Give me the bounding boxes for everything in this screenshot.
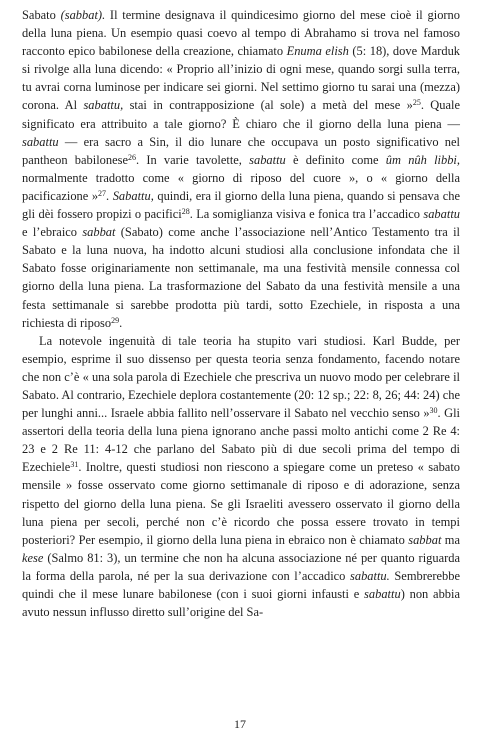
italic-term: sabattu: [364, 587, 401, 601]
text-run: La notevole ingenuità di tale teoria ha stupito vari studiosi. Karl Budde, per esempio, esprime il suo dissenso per questa teoria senza fondamento, facendo notare che non c’è « una sola parola di Ezechiele che prescriva un nuovo modo per celebrare il Sabato. Al contrario, Ezechiele deplora costantemente (20: 12 sp.; 22: 8, 26; 44: 24) che per lunghi anni... Israele abbia fallito nell’osservare il Sabato nel vecchio senso »: [22, 333, 460, 421]
text-run: e l’ebraico: [22, 225, 83, 240]
italic-term: Sabattu,: [112, 188, 154, 203]
footnote-ref: 31: [70, 460, 79, 470]
paragraph-2: [22, 332, 460, 622]
text-run: . Gli assertori della teoria della luna piena ignorano anche passi molto antichi come 2 Re 4: 23 e 2 Re 11: 4-12 che parlano del Sabato più di due secoli prima del tempo di Ezechiele: [22, 406, 460, 475]
text-run: (Salmo 81: 3), un termine che non ha alcuna associazione né per quanto riguarda la forma della parola, né per la sua derivazione con l’accadico: [22, 550, 460, 583]
text-run: ) non abbia avuto nessun influsso diretto sull’origine del Sa-: [22, 587, 460, 620]
text-run: quindi, era il giorno della luna piena, quando si pensava che gli dèi fossero propizi o pacifici: [22, 188, 461, 222]
text-run: Sembrerebbe quindi che il mese lunare babilonese (con i suoi giorni infausti e: [22, 568, 460, 601]
italic-term: sabattu,: [83, 98, 124, 113]
text-run: .: [106, 188, 113, 203]
italic-term: kese: [22, 550, 44, 565]
text-run: . Quale significato era attribuito a tale giorno? È chiaro che il giorno della luna piena —: [22, 98, 460, 131]
italic-term: sabattu: [423, 207, 461, 222]
text-run: — era sacro a Sin, il dio lunare che occupava un posto significativo nel pantheon babilonese: [22, 134, 460, 167]
italic-term: sabbat: [82, 225, 116, 240]
text-run: stai in contrapposizione (al sole) a metà del mese »: [123, 98, 413, 113]
text-run: . La somiglianza visiva e fonica tra l’accadico: [189, 207, 424, 222]
text-run: Sabato: [22, 8, 61, 22]
text-run: ma: [441, 532, 460, 547]
footnote-ref: 27: [98, 188, 107, 198]
text-run: Il termine designava il quindicesimo giorno del mese cioè il giorno della luna piena. Un esempio quasi coevo al tempo di Abrahamo si trova nel famoso racconto epico babilonese della creazione, chiamato: [22, 8, 460, 59]
italic-term: sabattu.: [350, 568, 390, 583]
page-number: 17: [234, 717, 246, 731]
footnote-ref: 29: [111, 315, 120, 325]
text-run: (5: 18), dove Marduk si rivolge alla luna dicendo: « Proprio all’inizio di ogni mese, quando sorgi sulla terra, tu avrai corna luminose per indicare sei giorni. Nel settimo giorno tu sarai una (mezza) corona. Al: [22, 44, 461, 113]
text-run: . Inoltre, questi studiosi non riescono a spiegare come un preteso « sabato mensile » fosse osservato come giorno settimanale di riposo e di adorazione, senza rispetto del giorno della luna piena. Se gli Israeliti avessero osservato il giorno della luna piena per secoli, perché non c’è ricordo che possa essere trovato in tempi posteriori? Per esempio, il giorno della luna piena in ebraico non è chiamato: [22, 460, 460, 547]
text-run: normalmente tradotto come « giorno di riposo del cuore », o « giorno della pacificazione »: [22, 170, 460, 203]
italic-term: sabattu: [249, 152, 286, 167]
text-run: .: [119, 315, 123, 330]
text-run: è definito come: [285, 152, 386, 167]
italic-term: ûm nûh libbi,: [385, 152, 461, 167]
document-page: [22, 6, 460, 686]
paragraph-1: [22, 6, 460, 332]
italic-term: (sabbat).: [60, 8, 106, 22]
footnote-ref: 30: [429, 406, 438, 416]
footnote-ref: 25: [412, 98, 421, 108]
italic-term: sabbat: [408, 532, 442, 547]
text-run: (Sabato) come anche l’associazione nell’Antico Testamento tra il Sabato e la luna nuova, ha indotto alcuni studiosi alla conclusione infondata che il Sabato fosse originariamente non settimanale, ma una festività mensile connessa col giorno della luna piena. La trasformazione del Sabato da una festività mensile a una festa settimanale si sarebbe prodotta più tardi, sotto Ezechiele, in risposta a una richiesta di riposo: [22, 225, 460, 330]
footnote-ref: 28: [181, 207, 190, 217]
footnote-ref: 26: [128, 152, 136, 162]
italic-term: sabattu: [22, 134, 59, 149]
text-run: . In varie tavolette,: [136, 152, 250, 167]
italic-term: Enuma elish: [286, 44, 349, 59]
